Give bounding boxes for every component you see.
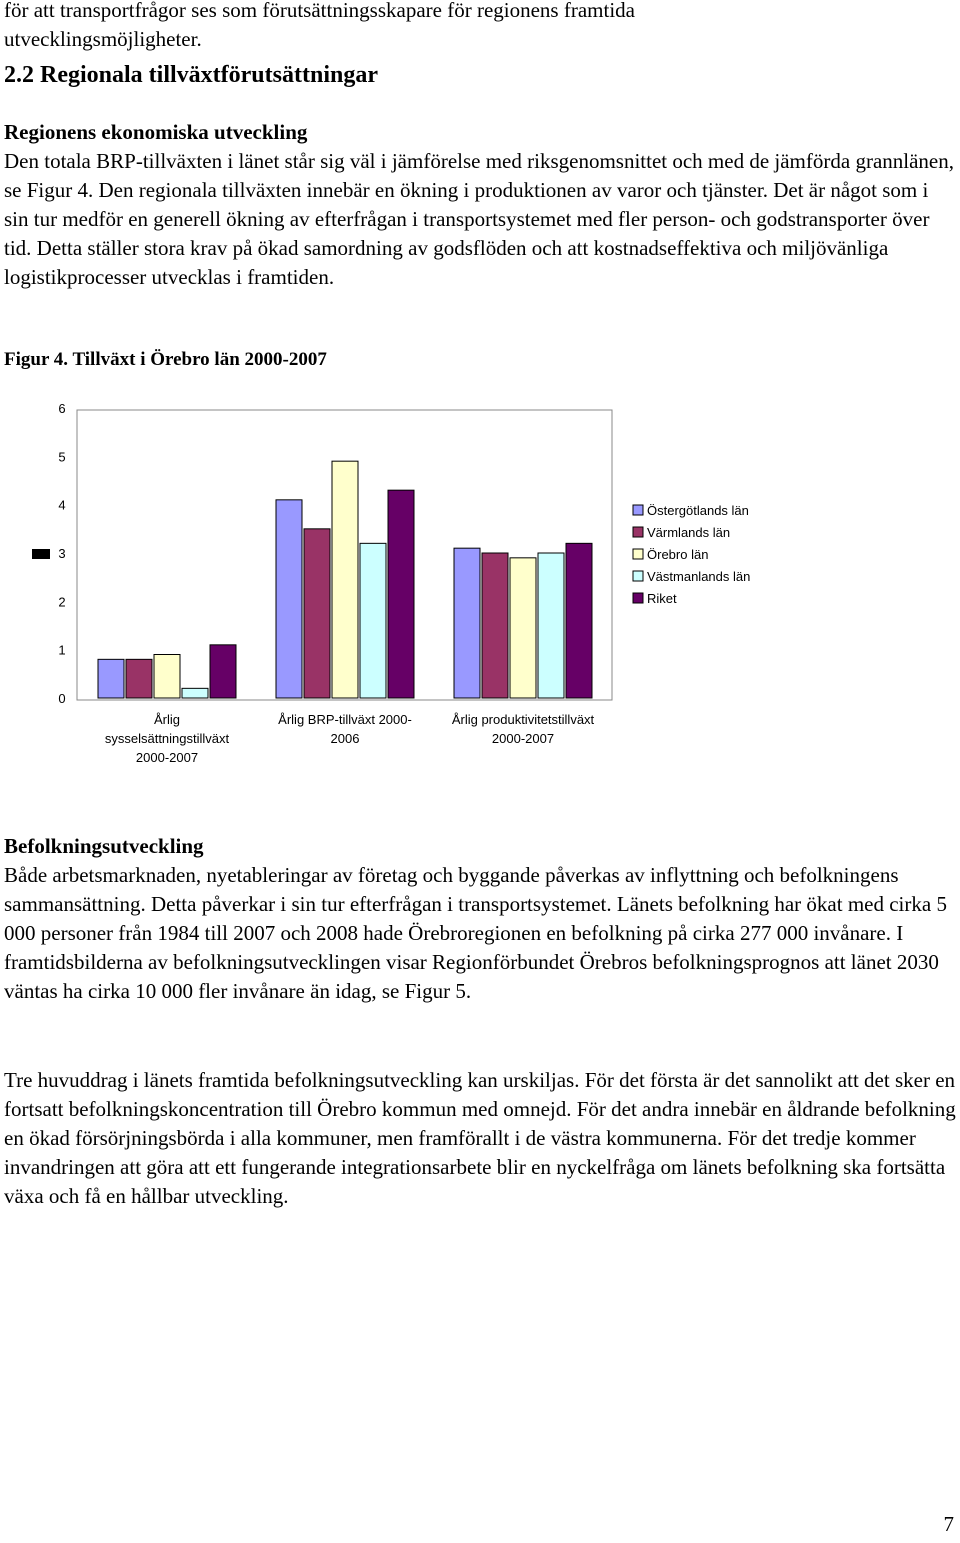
bar xyxy=(538,553,564,698)
bar xyxy=(482,553,508,698)
bar xyxy=(154,655,180,699)
category-label: Årlig produktivitetstillväxt xyxy=(451,712,595,727)
bar xyxy=(126,659,152,698)
category-label: 2006 xyxy=(330,731,360,746)
y-tick-label: 0 xyxy=(58,691,66,706)
bar-series xyxy=(98,461,592,698)
legend-label: Värmlands län xyxy=(647,525,731,540)
bar xyxy=(566,543,592,698)
legend-swatch xyxy=(633,527,643,537)
economic-section-title: Regionens ekonomiska utveckling xyxy=(4,120,308,144)
category-labels xyxy=(105,712,595,765)
population-section-title: Befolkningsutveckling xyxy=(4,834,204,858)
page-number: 7 xyxy=(943,1512,954,1536)
y-tick-label: 4 xyxy=(58,497,66,513)
legend-swatch xyxy=(633,505,643,515)
y-tick-label: 1 xyxy=(58,642,66,658)
legend-label: Östergötlands län xyxy=(647,503,749,518)
legend-label: Västmanlands län xyxy=(647,569,751,584)
bar xyxy=(98,659,124,698)
figure-caption: Figur 4. Tillväxt i Örebro län 2000-2007 xyxy=(4,349,327,370)
intro-paragraph xyxy=(4,0,956,54)
y-tick-label: 2 xyxy=(58,594,66,610)
chart-legend xyxy=(633,503,750,606)
section-heading: 2.2 Regionala tillväxtförutsättningar xyxy=(4,62,378,88)
bar xyxy=(304,529,330,698)
y-axis-ticks xyxy=(58,401,65,706)
legend-swatch xyxy=(633,549,643,559)
bar xyxy=(454,548,480,698)
legend-label: Örebro län xyxy=(647,547,709,562)
category-label: Årlig xyxy=(153,712,181,727)
population-section-body: Både arbetsmarknaden, nyetableringar av företag och byggande påverkas av inflyttning och befolkningens sammansättning. Detta påverkar i sin tur efterfrågan i transportsystemet. Länets befolkning har ökat med cirka 5 000 personer från 1984 till 2007 och 2008 hade Örebroregionen en befolkning på cirka 277 000 invånare. I framtidsbilderna av befolkningsutvecklingen visar Regionförbundet Örebros befolkningsprognos att länet 2030 väntas ha cirka 10 000 fler invånare än idag, se Figur 5. xyxy=(4,863,947,1003)
y-tick-label: 5 xyxy=(58,449,66,465)
bar xyxy=(276,500,302,698)
category-label: 2000-2007 xyxy=(491,731,555,746)
economic-section xyxy=(4,118,956,292)
economic-section-body: Den totala BRP-tillväxten i länet står sig väl i jämförelse med riksgenomsnittet och med de jämförda grannlänen, se Figur 4. Den regionala tillväxten innebär en ökning i produktionen av varor och tjänster. Det är något som i sin tur medför en generell ökning av efterfrågan i transportsystemet med fler person- och godstransporter över tid. Detta ställer stora krav på ökad samordning av godsflöden och att kostnadseffektiva och miljövänliga logistikprocesser utvecklas i framtiden. xyxy=(4,149,954,289)
bar xyxy=(388,490,414,698)
chart-marker-square xyxy=(32,549,50,559)
legend-label: Riket xyxy=(647,591,677,606)
category-label: Årlig BRP-tillväxt 2000- xyxy=(278,712,412,727)
growth-bar-chart xyxy=(0,385,960,785)
intro-line-2: utvecklingsmöjligheter. xyxy=(4,27,202,51)
bar xyxy=(332,461,358,698)
population-section xyxy=(4,832,956,1006)
y-tick-label: 6 xyxy=(58,401,66,416)
category-label: 2000-2007 xyxy=(135,750,199,765)
intro-line-1: för att transportfrågor ses som förutsättningsskapare för regionens framtida xyxy=(4,0,635,22)
category-label: sysselsättningstillväxt xyxy=(104,731,230,746)
population-trends-paragraph: Tre huvuddrag i länets framtida befolkningsutveckling kan urskiljas. För det första är det sannolikt att det sker en fortsatt befolkningskoncentration till Örebro kommun med omnejd. För det andra innebär en åldrande befolkning en ökad försörjningsbörda i alla kommuner, men framförallt i de västra kommunerna. För det tredje kommer invandringen att göra att ett fungerande integrationsarbete blir en nyckelfråga om länets befolkning ska fortsätta växa och få en hållbar utveckling. xyxy=(4,1068,956,1208)
bar xyxy=(510,558,536,698)
legend-swatch xyxy=(633,593,643,603)
legend-swatch xyxy=(633,571,643,581)
y-tick-label: 3 xyxy=(58,546,66,561)
bar xyxy=(360,543,386,698)
bar xyxy=(210,645,236,698)
bar xyxy=(182,688,208,698)
